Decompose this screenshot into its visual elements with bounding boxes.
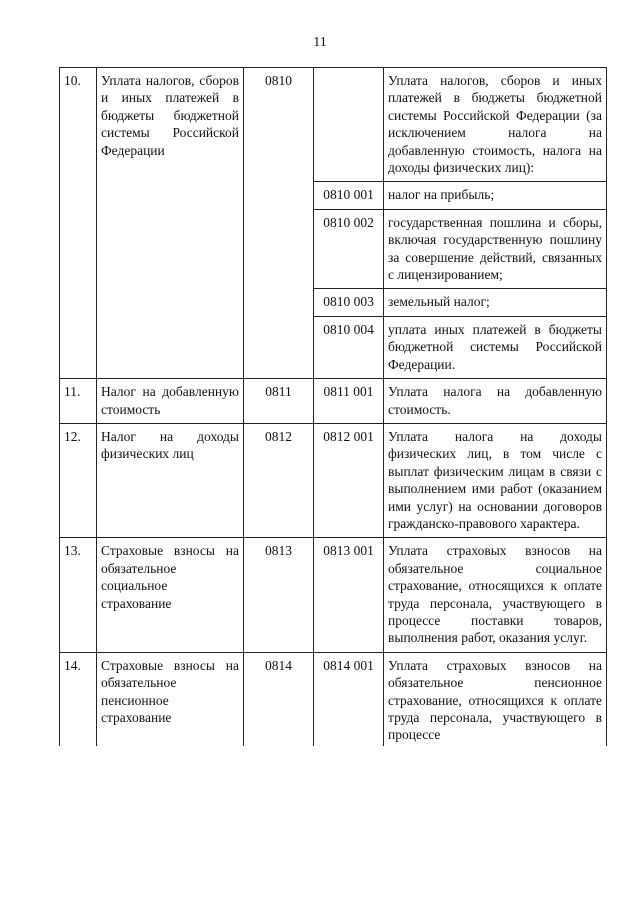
row-description: уплата иных платежей в бюджеты бюджетной системы Российской Федерации.	[384, 316, 607, 378]
row-number: 10.	[60, 68, 97, 379]
row-code: 0814	[244, 652, 314, 746]
row-subcode: 0812 001	[314, 423, 384, 537]
table-row	[60, 379, 607, 424]
row-subcode: 0813 001	[314, 538, 384, 652]
row-code: 0810	[244, 68, 314, 379]
row-description: Уплата страховых взносов на обязательное социальное страхование, относящихся к оплате труда персонала, участвующего в процессе поставки товаров, выполнения работ, оказания услуг.	[384, 538, 607, 652]
row-name: Страховые взносы на обязательное пенсионное страхование	[97, 652, 244, 746]
table-row	[60, 68, 607, 182]
row-subcode	[314, 68, 384, 182]
row-description: государственная пошлина и сборы, включая государственную пошлину за совершение действий, связанных с лицензированием;	[384, 209, 607, 289]
row-description: Уплата налога на добавленную стоимость.	[384, 379, 607, 424]
row-description: Уплата налога на доходы физических лиц, в том числе с выплат физическим лицам в связи с выполнением ими работ (оказанием ими услуг) на основании договоров гражданско-правового характера.	[384, 423, 607, 537]
row-subcode: 0810 004	[314, 316, 384, 378]
row-subcode: 0810 001	[314, 182, 384, 209]
row-description: Уплата налогов, сборов и иных платежей в бюджеты бюджетной системы Российской Федерации (за исключением налога на добавленную стоимость, налога на доходы физических лиц):	[384, 68, 607, 182]
row-subcode: 0814 001	[314, 652, 384, 746]
row-name: Налог на добавленную стоимость	[97, 379, 244, 424]
table-row	[60, 652, 607, 746]
table-row	[60, 423, 607, 537]
row-code: 0811	[244, 379, 314, 424]
row-name: Страховые взносы на обязательное социальное страхование	[97, 538, 244, 652]
row-subcode: 0811 001	[314, 379, 384, 424]
row-description: Уплата страховых взносов на обязательное пенсионное страхование, относящихся к оплате труда персонала, участвующего в процессе	[384, 652, 607, 746]
page-number: 11	[313, 35, 327, 50]
row-number: 13.	[60, 538, 97, 652]
row-code: 0813	[244, 538, 314, 652]
row-description: налог на прибыль;	[384, 182, 607, 209]
row-subcode: 0810 002	[314, 209, 384, 289]
table-row	[60, 538, 607, 652]
row-code: 0812	[244, 423, 314, 537]
row-description: земельный налог;	[384, 289, 607, 316]
budget-codes-table	[59, 67, 607, 746]
row-number: 11.	[60, 379, 97, 424]
row-number: 12.	[60, 423, 97, 537]
row-subcode: 0810 003	[314, 289, 384, 316]
row-name: Налог на доходы физических лиц	[97, 423, 244, 537]
row-number: 14.	[60, 652, 97, 746]
row-name: Уплата налогов, сборов и иных платежей в бюджеты бюджетной системы Российской Федерации	[97, 68, 244, 379]
